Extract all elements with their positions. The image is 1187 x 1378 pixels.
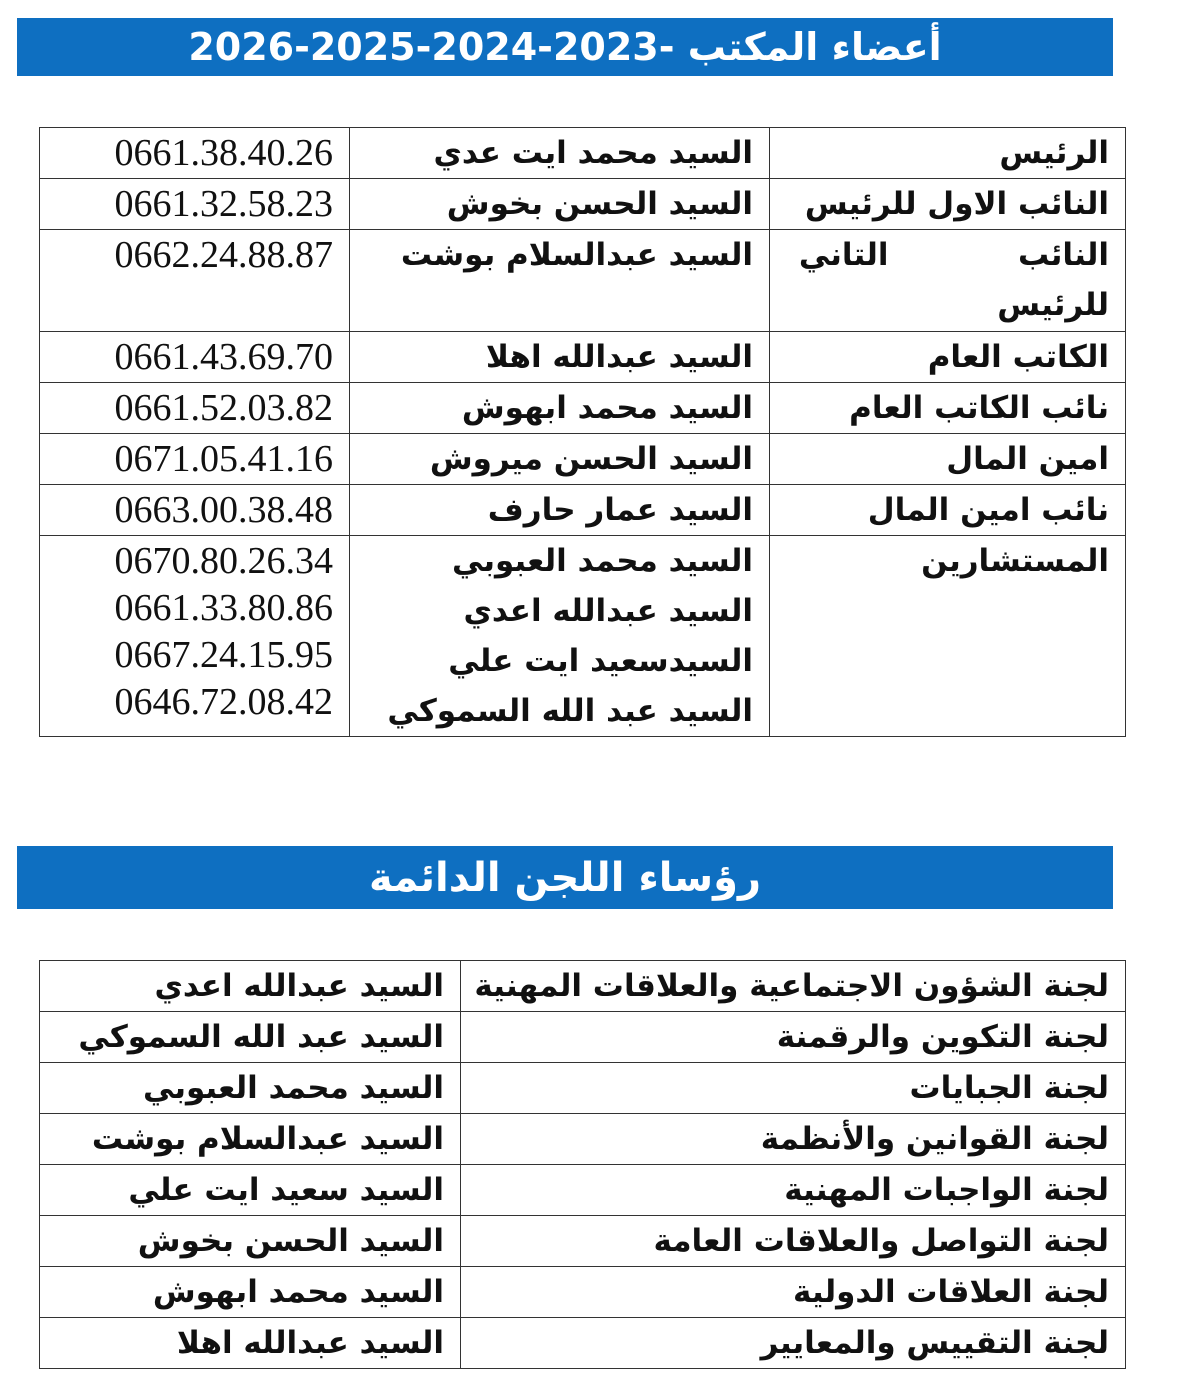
table-row xyxy=(40,434,1126,485)
table-row xyxy=(40,1114,1126,1165)
committees-title: رؤساء اللجن الدائمة xyxy=(368,854,762,901)
advisor-phone: 0661.33.80.86 xyxy=(114,587,333,629)
role-cell: النائب الاول للرئيس xyxy=(770,179,1126,230)
chair-cell: السيد عبدالله اعدي xyxy=(40,961,461,1012)
phone-cell: 0661.38.40.26 xyxy=(40,128,350,179)
chair-cell: السيد عبد الله السموكي xyxy=(40,1012,461,1063)
role-cell: نائب امين المال xyxy=(770,485,1126,536)
name-cell: السيد عبدالله اهلا xyxy=(350,332,770,383)
table-row xyxy=(40,128,1126,179)
phone-cell: 0661.43.69.70 xyxy=(40,332,350,383)
table-row xyxy=(40,179,1126,230)
role-cell: امين المال xyxy=(770,434,1126,485)
chair-cell: السيد عبدالسلام بوشت xyxy=(40,1114,461,1165)
role-cell: المستشارين xyxy=(770,536,1126,737)
committee-cell: لجنة العلاقات الدولية xyxy=(461,1267,1126,1318)
role-cell: نائب الكاتب العام xyxy=(770,383,1126,434)
table-row xyxy=(40,332,1126,383)
table-row xyxy=(40,1012,1126,1063)
committees-table xyxy=(39,960,1126,1369)
committee-cell: لجنة التواصل والعلاقات العامة xyxy=(461,1216,1126,1267)
committee-cell: لجنة القوانين والأنظمة xyxy=(461,1114,1126,1165)
table-row xyxy=(40,1318,1126,1369)
role-cell: الكاتب العام xyxy=(770,332,1126,383)
table-row xyxy=(40,383,1126,434)
name-cell: السيد الحسن بخوش xyxy=(350,179,770,230)
chair-cell: السيد عبدالله اهلا xyxy=(40,1318,461,1369)
board-title: أعضاء المكتب -2023-2024-2025-2026 xyxy=(188,25,942,69)
board-title-banner xyxy=(17,18,1113,76)
table-row-advisors xyxy=(40,536,1126,737)
role-cell: النائب التاني للرئيس xyxy=(770,230,1126,332)
advisor-phones-cell xyxy=(40,536,350,737)
advisor-phone: 0670.80.26.34 xyxy=(114,540,333,582)
advisor-name: السيد عبدالله اعدي xyxy=(463,593,753,629)
committee-cell: لجنة التكوين والرقمنة xyxy=(461,1012,1126,1063)
name-cell: السيد عمار حارف xyxy=(350,485,770,536)
advisor-name: السيدسعيد ايت علي xyxy=(448,643,753,679)
name-cell: السيد عبدالسلام بوشت xyxy=(350,230,770,332)
table-row xyxy=(40,961,1126,1012)
advisor-names-cell xyxy=(350,536,770,737)
phone-cell: 0671.05.41.16 xyxy=(40,434,350,485)
phone-cell: 0661.32.58.23 xyxy=(40,179,350,230)
phone-cell: 0662.24.88.87 xyxy=(40,230,350,332)
name-cell: السيد الحسن ميروش xyxy=(350,434,770,485)
chair-cell: السيد محمد ابهوش xyxy=(40,1267,461,1318)
board-members-table xyxy=(39,127,1126,737)
chair-cell: السيد الحسن بخوش xyxy=(40,1216,461,1267)
table-row xyxy=(40,230,1126,332)
phone-cell: 0663.00.38.48 xyxy=(40,485,350,536)
committee-cell: لجنة الشؤون الاجتماعية والعلاقات المهنية xyxy=(461,961,1126,1012)
role-cell: الرئيس xyxy=(770,128,1126,179)
table-row xyxy=(40,1216,1126,1267)
advisor-name: السيد محمد العبوبي xyxy=(451,543,753,579)
phone-cell: 0661.52.03.82 xyxy=(40,383,350,434)
committee-cell: لجنة التقييس والمعايير xyxy=(461,1318,1126,1369)
advisor-phone: 0667.24.15.95 xyxy=(114,634,333,676)
committee-cell: لجنة الجبايات xyxy=(461,1063,1126,1114)
committee-cell: لجنة الواجبات المهنية xyxy=(461,1165,1126,1216)
name-cell: السيد محمد ايت عدي xyxy=(350,128,770,179)
chair-cell: السيد سعيد ايت علي xyxy=(40,1165,461,1216)
advisor-phone: 0646.72.08.42 xyxy=(114,681,333,723)
table-row xyxy=(40,1165,1126,1216)
table-row xyxy=(40,1063,1126,1114)
committees-title-banner xyxy=(17,846,1113,909)
name-cell: السيد محمد ابهوش xyxy=(350,383,770,434)
chair-cell: السيد محمد العبوبي xyxy=(40,1063,461,1114)
advisor-name: السيد عبد الله السموكي xyxy=(387,693,753,729)
table-row xyxy=(40,485,1126,536)
table-row xyxy=(40,1267,1126,1318)
